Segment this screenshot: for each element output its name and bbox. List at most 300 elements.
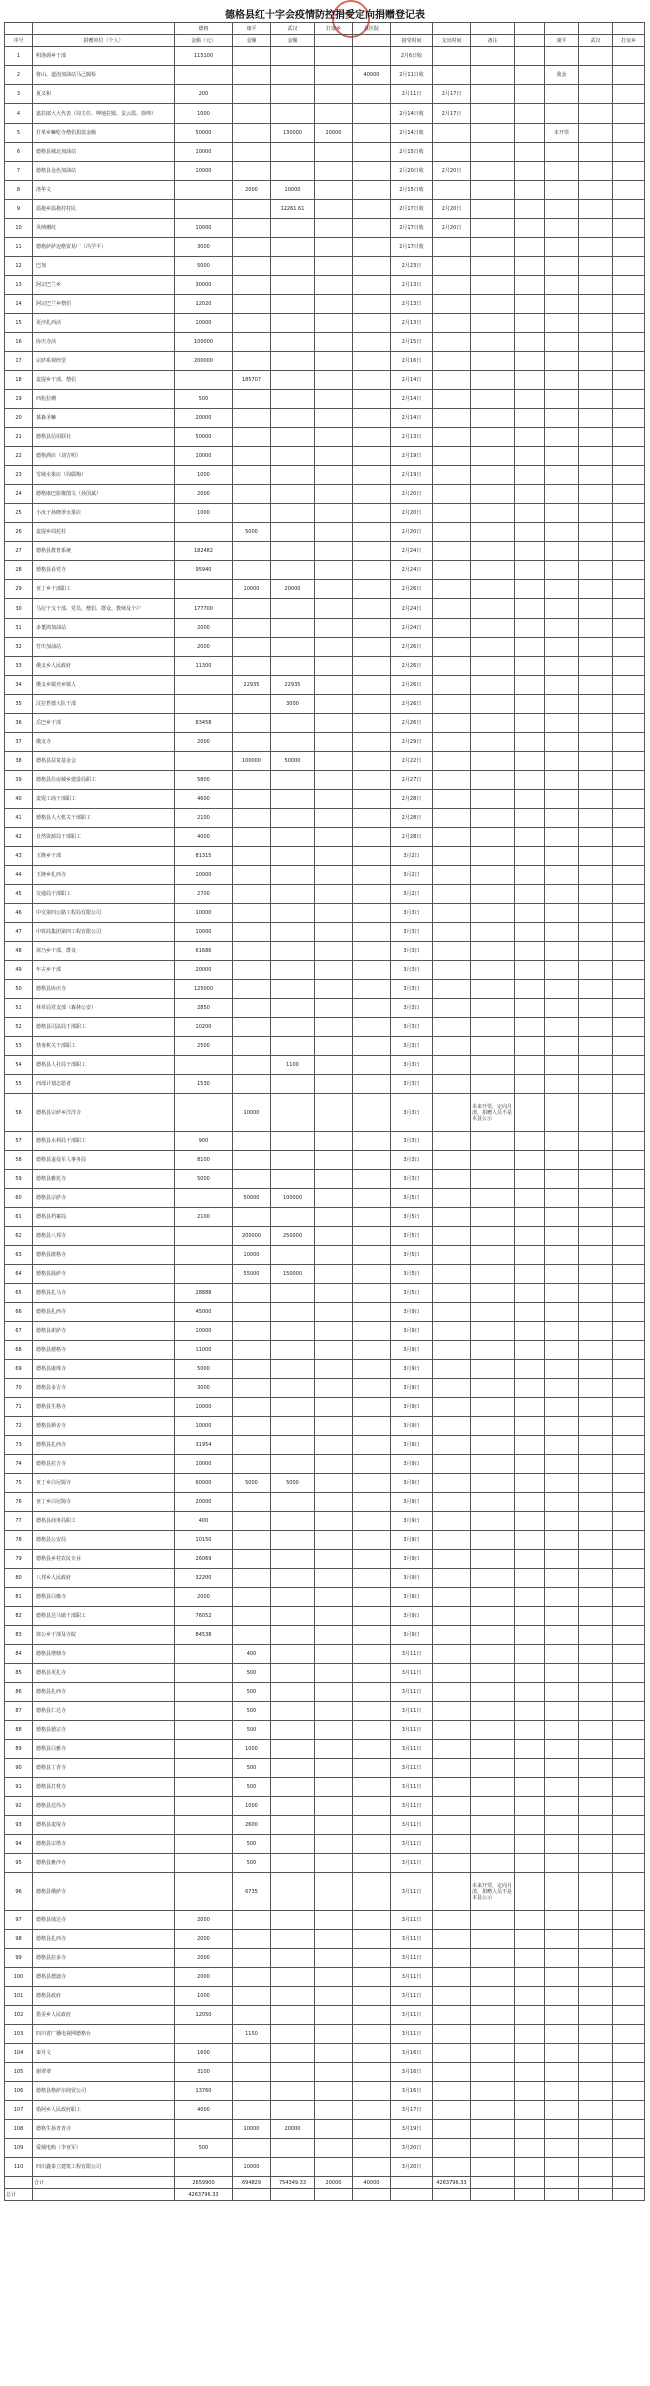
extra-cell — [579, 504, 613, 523]
row-number: 71 — [5, 1398, 33, 1417]
kangping-amount — [233, 961, 271, 980]
wuhan-amount — [271, 504, 315, 523]
kangping-amount — [233, 1018, 271, 1037]
extra-cell — [515, 200, 545, 219]
extra-cell — [515, 238, 545, 257]
extra-cell — [515, 1873, 545, 1911]
dege-amount — [175, 1873, 233, 1911]
dayi-amount — [315, 1493, 353, 1512]
extra-cell — [579, 2082, 613, 2101]
row-number: 39 — [5, 771, 33, 790]
wuhan-amount — [271, 2063, 315, 2082]
received-date: 3月11日 — [391, 1873, 433, 1911]
dege-amount — [175, 695, 233, 714]
dayi-amount — [315, 1987, 353, 2006]
kangping-amount: 10000 — [233, 2120, 271, 2139]
remark — [471, 771, 515, 790]
header-cell: 金额 — [233, 35, 271, 47]
remark — [471, 1531, 515, 1550]
extra-cell — [515, 124, 545, 143]
kangping-amount — [233, 733, 271, 752]
kangping-amount — [233, 999, 271, 1018]
remark — [471, 1664, 515, 1683]
expense-date — [433, 352, 471, 371]
extra-cell — [515, 866, 545, 885]
wuhan-amount — [271, 942, 315, 961]
extra-cell — [545, 1170, 579, 1189]
row-number: 92 — [5, 1797, 33, 1816]
extra-cell — [579, 200, 613, 219]
kangping-amount — [233, 1037, 271, 1056]
remark — [471, 561, 515, 580]
expense-date — [433, 1170, 471, 1189]
expense-date — [433, 428, 471, 447]
donor-name: 德格县绒达寺 — [33, 1911, 175, 1930]
expense-date — [433, 809, 471, 828]
hospital-amount — [353, 1056, 391, 1075]
row-number: 62 — [5, 1227, 33, 1246]
extra-cell — [545, 1835, 579, 1854]
extra-cell — [515, 1778, 545, 1797]
remark — [471, 1474, 515, 1493]
table-row — [5, 1569, 645, 1588]
remark — [471, 980, 515, 999]
table-row — [5, 847, 645, 866]
remark — [471, 2120, 515, 2139]
row-number: 17 — [5, 352, 33, 371]
received-date: 3月11日 — [391, 1778, 433, 1797]
row-number: 33 — [5, 657, 33, 676]
extra-cell — [613, 695, 645, 714]
wuhan-amount — [271, 1037, 315, 1056]
kangping-amount — [233, 1056, 271, 1075]
extra-cell — [515, 1797, 545, 1816]
wuhan-amount — [271, 619, 315, 638]
extra-cell — [545, 1322, 579, 1341]
extra-cell — [545, 1816, 579, 1835]
wuhan-amount — [271, 1759, 315, 1778]
extra-cell — [579, 542, 613, 561]
row-number: 96 — [5, 1873, 33, 1911]
dege-amount: 4600 — [175, 790, 233, 809]
extra-cell — [515, 619, 545, 638]
extra-cell — [545, 752, 579, 771]
extra-cell — [545, 2082, 579, 2101]
extra-cell — [613, 1949, 645, 1968]
hospital-amount — [353, 276, 391, 295]
expense-date — [433, 238, 471, 257]
extra-cell — [613, 1227, 645, 1246]
extra-cell — [545, 371, 579, 390]
dayi-amount — [315, 1664, 353, 1683]
hospital-amount — [353, 1322, 391, 1341]
table-header — [5, 23, 645, 47]
kangping-amount — [233, 904, 271, 923]
extra-cell — [579, 809, 613, 828]
remark — [471, 1949, 515, 1968]
wuhan-amount — [271, 257, 315, 276]
hospital-amount — [353, 371, 391, 390]
extra-cell — [545, 1018, 579, 1037]
row-number: 102 — [5, 2006, 33, 2025]
hospital-amount — [353, 1170, 391, 1189]
donor-name: 德格县人社局干部职工 — [33, 1056, 175, 1075]
hospital-amount — [353, 657, 391, 676]
kangping-amount: 500 — [233, 1664, 271, 1683]
extra-cell — [579, 1170, 613, 1189]
table-row — [5, 1987, 645, 2006]
remark — [471, 257, 515, 276]
donor-name: 竹庆加油站 — [33, 638, 175, 657]
row-number: 80 — [5, 1569, 33, 1588]
header-cell: 县医院 — [353, 23, 391, 35]
dayi-amount — [315, 257, 353, 276]
extra-cell — [613, 428, 645, 447]
extra-cell — [545, 314, 579, 333]
donor-name: 德格县八邦寺 — [33, 1227, 175, 1246]
remark — [471, 47, 515, 66]
extra-cell — [613, 1683, 645, 1702]
dayi-amount — [315, 1227, 353, 1246]
received-date: 3月16日 — [391, 2044, 433, 2063]
kangping-amount: 50000 — [233, 1189, 271, 1208]
table-row — [5, 1759, 645, 1778]
remark — [471, 1835, 515, 1854]
donor-name: 中铁局集团第四工程有限公司 — [33, 923, 175, 942]
expense-date — [433, 714, 471, 733]
donor-name: 德格县多吉寺 — [33, 1379, 175, 1398]
extra-cell — [579, 2158, 613, 2177]
dege-amount: 4000 — [175, 2101, 233, 2120]
table-row — [5, 1949, 645, 1968]
kangping-amount — [233, 866, 271, 885]
table-row — [5, 923, 645, 942]
received-date: 2月28日 — [391, 790, 433, 809]
row-number: 68 — [5, 1341, 33, 1360]
dayi-amount — [315, 638, 353, 657]
hospital-amount — [353, 162, 391, 181]
header-cell: 金额（元） — [175, 35, 233, 47]
table-row — [5, 66, 645, 85]
dayi-amount — [315, 1512, 353, 1531]
table-row — [5, 1645, 645, 1664]
remark — [471, 866, 515, 885]
remark — [471, 1816, 515, 1835]
extra-cell — [579, 314, 613, 333]
donor-name: 错阿乡人民政府职工 — [33, 2101, 175, 2120]
kangping-amount — [233, 619, 271, 638]
dayi-amount — [315, 1303, 353, 1322]
extra-cell — [613, 1303, 645, 1322]
extra-cell — [613, 714, 645, 733]
expense-date — [433, 124, 471, 143]
extra-cell — [579, 1854, 613, 1873]
hospital-amount — [353, 1569, 391, 1588]
hospital-amount — [353, 733, 391, 752]
dege-amount: 60000 — [175, 1474, 233, 1493]
donor-name: 德格县生格寺 — [33, 1398, 175, 1417]
remark — [471, 124, 515, 143]
wuhan-amount — [271, 2158, 315, 2177]
wuhan-amount — [271, 1740, 315, 1759]
header-row-1 — [5, 23, 645, 35]
expense-date — [433, 866, 471, 885]
hospital-amount — [353, 523, 391, 542]
wuhan-amount — [271, 1151, 315, 1170]
extra-cell — [515, 1246, 545, 1265]
expense-date — [433, 523, 471, 542]
received-date: 2月14日收 — [391, 104, 433, 124]
dayi-amount — [315, 1037, 353, 1056]
dayi-amount — [315, 47, 353, 66]
wuhan-amount — [271, 466, 315, 485]
remark — [471, 85, 515, 104]
dege-amount: 28888 — [175, 1284, 233, 1303]
table-row — [5, 1512, 645, 1531]
extra-cell — [579, 1873, 613, 1911]
extra-cell — [515, 314, 545, 333]
donor-name: 德格县康珠寺 — [33, 1360, 175, 1379]
donor-name: 德格县德宗寺 — [33, 1721, 175, 1740]
hospital-amount — [353, 1911, 391, 1930]
extra-cell — [515, 1227, 545, 1246]
dayi-amount — [315, 1056, 353, 1075]
kangping-amount: 1000 — [233, 1797, 271, 1816]
received-date: 2月26日 — [391, 638, 433, 657]
remark — [471, 314, 515, 333]
expense-date — [433, 2044, 471, 2063]
dege-amount — [175, 1759, 233, 1778]
remark — [471, 809, 515, 828]
hospital-amount — [353, 1265, 391, 1284]
hospital-amount — [353, 599, 391, 619]
remark — [471, 1455, 515, 1474]
extra-cell — [545, 1341, 579, 1360]
wuhan-amount — [271, 219, 315, 238]
wuhan-amount — [271, 428, 315, 447]
extra-cell — [515, 1702, 545, 1721]
kangping-amount — [233, 1322, 271, 1341]
expense-date — [433, 1284, 471, 1303]
remark — [471, 1417, 515, 1436]
kangping-amount: 10000 — [233, 580, 271, 599]
extra-cell — [545, 200, 579, 219]
extra-cell — [515, 1759, 545, 1778]
extra-cell — [579, 1075, 613, 1094]
extra-cell — [515, 580, 545, 599]
extra-cell — [515, 1151, 545, 1170]
extra-cell — [579, 980, 613, 999]
extra-cell — [579, 714, 613, 733]
remark — [471, 599, 515, 619]
row-number: 14 — [5, 295, 33, 314]
donor-name: 窝乃乡干部、群众 — [33, 942, 175, 961]
row-number: 108 — [5, 2120, 33, 2139]
row-number: 37 — [5, 733, 33, 752]
kangping-amount — [233, 695, 271, 714]
wuhan-amount — [271, 447, 315, 466]
received-date: 3月11日 — [391, 1740, 433, 1759]
hospital-amount — [353, 790, 391, 809]
extra-cell — [545, 1987, 579, 2006]
remark — [471, 999, 515, 1018]
dege-amount: 10000 — [175, 904, 233, 923]
extra-cell — [579, 733, 613, 752]
extra-cell — [613, 2082, 645, 2101]
extra-cell — [613, 657, 645, 676]
extra-cell — [515, 923, 545, 942]
wuhan-amount: 50000 — [271, 752, 315, 771]
extra-cell — [545, 771, 579, 790]
header-cell: 序号 — [5, 35, 33, 47]
dayi-amount — [315, 1759, 353, 1778]
extra-cell — [545, 1037, 579, 1056]
kangping-amount — [233, 1360, 271, 1379]
extra-cell — [515, 447, 545, 466]
kangping-amount: 2000 — [233, 181, 271, 200]
row-number: 27 — [5, 542, 33, 561]
remark — [471, 143, 515, 162]
extra-cell — [545, 1569, 579, 1588]
expense-date — [433, 1075, 471, 1094]
kangping-amount: 1000 — [233, 1740, 271, 1759]
extra-cell — [613, 447, 645, 466]
dege-amount: 2100 — [175, 1208, 233, 1227]
wuhan-amount — [271, 1531, 315, 1550]
kangping-amount — [233, 314, 271, 333]
dege-amount: 1600 — [175, 2044, 233, 2063]
hospital-amount — [353, 1208, 391, 1227]
extra-cell — [613, 257, 645, 276]
kangping-amount — [233, 200, 271, 219]
table-row — [5, 2044, 645, 2063]
dayi-amount — [315, 733, 353, 752]
dayi-amount — [315, 809, 353, 828]
received-date: 3月11日 — [391, 1797, 433, 1816]
kangping-amount — [233, 1968, 271, 1987]
extra-cell — [579, 1303, 613, 1322]
kangping-amount — [233, 599, 271, 619]
received-date: 2月20日 — [391, 504, 433, 523]
remark — [471, 1284, 515, 1303]
wuhan-amount — [271, 2082, 315, 2101]
dayi-amount — [315, 523, 353, 542]
donor-name: 德格县颜舍寺 — [33, 1417, 175, 1436]
kangping-amount — [233, 276, 271, 295]
row-number: 47 — [5, 923, 33, 942]
donor-name: 德格县丁青寺 — [33, 1759, 175, 1778]
table-row — [5, 257, 645, 276]
kangping-amount: 500 — [233, 1854, 271, 1873]
received-date: 3月9日 — [391, 1417, 433, 1436]
remark — [471, 295, 515, 314]
kangping-amount — [233, 66, 271, 85]
extra-cell — [579, 847, 613, 866]
dege-amount — [175, 1778, 233, 1797]
table-row — [5, 980, 645, 999]
table-row — [5, 657, 645, 676]
remark — [471, 2063, 515, 2082]
expense-date — [433, 1531, 471, 1550]
received-date: 2月14日 — [391, 390, 433, 409]
extra-cell — [579, 1835, 613, 1854]
extra-cell — [545, 2025, 579, 2044]
table-row — [5, 390, 645, 409]
wuhan-amount — [271, 847, 315, 866]
donor-name: 俄支乡镇充乡镇人 — [33, 676, 175, 695]
hospital-amount — [353, 2063, 391, 2082]
wuhan-amount — [271, 2101, 315, 2120]
dege-amount: 2700 — [175, 885, 233, 904]
table-row — [5, 1455, 645, 1474]
dege-amount: 10000 — [175, 219, 233, 238]
dayi-amount — [315, 1132, 353, 1151]
kangping-amount — [233, 428, 271, 447]
donor-name: 自然资源局干部职工 — [33, 828, 175, 847]
hospital-amount — [353, 1075, 391, 1094]
table-row — [5, 1626, 645, 1645]
extra-cell — [613, 2025, 645, 2044]
extra-cell — [613, 1588, 645, 1607]
dayi-amount — [315, 314, 353, 333]
kangping-amount — [233, 942, 271, 961]
donor-name: 嘉拉郎大大代表（周主任、呷地拉姆、贡云霞、徐帅） — [33, 104, 175, 124]
row-number: 25 — [5, 504, 33, 523]
expense-date — [433, 504, 471, 523]
donor-name: 玉隆乡扎西寺 — [33, 866, 175, 885]
extra-cell — [613, 828, 645, 847]
dege-amount: 10000 — [175, 1417, 233, 1436]
expense-date — [433, 181, 471, 200]
kangping-amount — [233, 923, 271, 942]
extra-cell — [579, 1930, 613, 1949]
wuhan-amount — [271, 390, 315, 409]
received-date: 3月2日 — [391, 885, 433, 904]
received-date: 3月9日 — [391, 1322, 433, 1341]
extra-cell — [579, 1436, 613, 1455]
dege-amount: 10000 — [175, 162, 233, 181]
expense-date — [433, 542, 471, 561]
extra-cell — [545, 1778, 579, 1797]
hospital-amount — [353, 2082, 391, 2101]
extra-cell — [545, 580, 579, 599]
extra-cell — [545, 619, 579, 638]
remark — [471, 238, 515, 257]
extra-cell — [515, 2120, 545, 2139]
extra-cell — [545, 390, 579, 409]
row-number: 107 — [5, 2101, 33, 2120]
page-title: 德格县红十字会疫情防控捐受定向捐赠登记表 — [225, 10, 425, 21]
donor-name: 八邦乡人民政府 — [33, 1569, 175, 1588]
extra-cell — [579, 1816, 613, 1835]
extra-cell — [515, 657, 545, 676]
received-date: 3月3日 — [391, 1132, 433, 1151]
kangping-amount: 5000 — [233, 1474, 271, 1493]
received-date: 3月11日 — [391, 1816, 433, 1835]
extra-cell: 未开票 — [545, 124, 579, 143]
hospital-amount — [353, 1930, 391, 1949]
dayi-amount — [315, 599, 353, 619]
remark — [471, 1740, 515, 1759]
extra-cell — [515, 85, 545, 104]
expense-date — [433, 2025, 471, 2044]
dege-amount: 20000 — [175, 1493, 233, 1512]
kangping-amount — [233, 1417, 271, 1436]
donor-name: 协庆寺活 — [33, 333, 175, 352]
extra-cell — [579, 1569, 613, 1588]
table-row — [5, 2120, 645, 2139]
wuhan-amount — [271, 866, 315, 885]
